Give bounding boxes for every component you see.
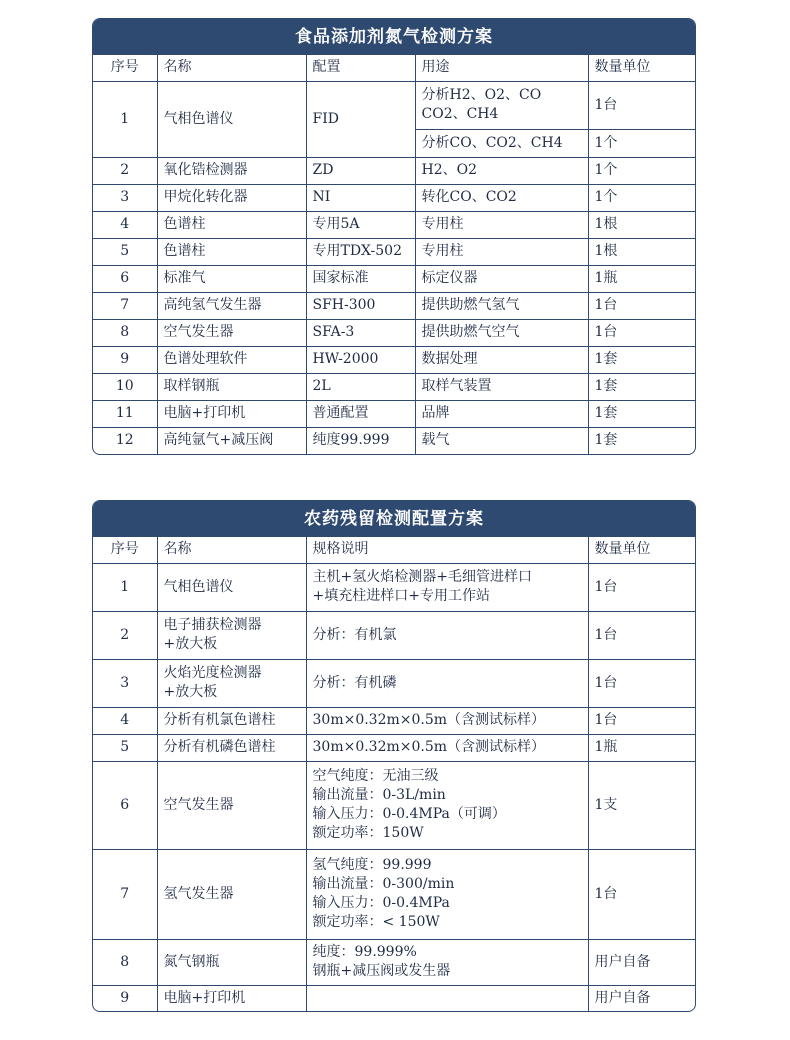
table-pesticide-residue [92,500,696,1012]
table2-header-row [93,537,695,563]
row-number: 9 [93,346,157,373]
row-number: 9 [93,985,157,1011]
spec-line: 输出流量：0-300/min [312,876,455,892]
row-config: 2L [306,373,415,400]
row-name: 色谱柱 [157,211,306,238]
row-use: 载气 [415,427,588,454]
spec-line: 输入压力：0-0.4MPa [312,895,450,911]
row-use: 提供助燃气氢气 [415,292,588,319]
row-qty: 1根 [588,238,695,265]
row-name: 色谱处理软件 [157,346,306,373]
row-name: 气相色谱仪 [157,81,306,157]
row-name: 分析有机氯色谱柱 [157,707,306,734]
name-line: 电子捕获检测器 [163,617,262,633]
row-number: 5 [93,734,157,761]
header-cell: 序号 [93,537,157,563]
row-spec: 分析：有机氯 [306,611,588,659]
row-qty: 1支 [588,761,695,849]
row-config: SFH-300 [306,292,415,319]
table-row [93,319,695,346]
table-row [93,81,695,129]
row-name: 高纯氢气发生器 [157,292,306,319]
table-row [93,157,695,184]
header-cell: 名称 [157,537,306,563]
row-name: 空气发生器 [157,319,306,346]
table2-grid [93,537,695,1011]
spec-line: 额定功率：150W [312,825,424,841]
row-qty: 用户自备 [588,939,695,985]
table-row [93,238,695,265]
table-row [93,707,695,734]
table-row [93,659,695,707]
row-qty: 1个 [588,129,695,157]
table1-title: 食品添加剂氮气检测方案 [93,19,695,55]
table1-grid [93,55,695,454]
row-number: 2 [93,611,157,659]
header-cell: 名称 [157,55,306,81]
table-row [93,346,695,373]
table-row [93,211,695,238]
row-name: 空气发生器 [157,761,306,849]
row-spec: 30m×0.32m×0.5m（含测试标样） [306,734,588,761]
row-name: 氢气发生器 [157,849,306,939]
row-number: 8 [93,939,157,985]
spec-line: 钢瓶+减压阀或发生器 [312,963,451,979]
table-row [93,373,695,400]
row-config: 普通配置 [306,400,415,427]
header-cell: 配置 [306,55,415,81]
header-cell: 用途 [415,55,588,81]
row-number: 4 [93,211,157,238]
row-spec: 30m×0.32m×0.5m（含测试标样） [306,707,588,734]
row-qty: 1台 [588,563,695,611]
row-config: HW-2000 [306,346,415,373]
row-qty: 1个 [588,184,695,211]
row-name: 取样钢瓶 [157,373,306,400]
table-row [93,985,695,1011]
row-use: 提供助燃气空气 [415,319,588,346]
row-qty: 1台 [588,319,695,346]
row-number: 8 [93,319,157,346]
row-qty: 1台 [588,292,695,319]
row-spec [306,563,588,611]
row-number: 7 [93,849,157,939]
row-qty: 用户自备 [588,985,695,1011]
name-line: +放大板 [163,684,218,700]
row-name: 电脑+打印机 [157,400,306,427]
row-qty: 1台 [588,849,695,939]
row-name: 气相色谱仪 [157,563,306,611]
row-use: 品牌 [415,400,588,427]
name-line: +放大板 [163,636,218,652]
table1-header-row [93,55,695,81]
spec-line: 纯度：99.999% [312,944,417,960]
row-qty: 1套 [588,373,695,400]
row-name [157,659,306,707]
row-spec [306,849,588,939]
row-qty: 1瓶 [588,734,695,761]
row-use: 分析CO、CO2、CH4 [415,129,588,157]
row-number: 2 [93,157,157,184]
row-number: 12 [93,427,157,454]
table-row [93,184,695,211]
header-cell: 数量单位 [588,537,695,563]
table-row [93,611,695,659]
row-number: 5 [93,238,157,265]
row-config: 纯度99.999 [306,427,415,454]
table-row [93,849,695,939]
table-row [93,292,695,319]
row-use: 取样气装置 [415,373,588,400]
row-number: 6 [93,761,157,849]
header-cell: 数量单位 [588,55,695,81]
row-spec: 分析：有机磷 [306,659,588,707]
row-qty: 1个 [588,157,695,184]
row-config: ZD [306,157,415,184]
row-qty: 1台 [588,611,695,659]
row-config: 国家标准 [306,265,415,292]
row-number: 1 [93,563,157,611]
table-row [93,400,695,427]
spec-line: 输出流量：0-3L/min [312,787,446,803]
table-row [93,761,695,849]
row-config: NI [306,184,415,211]
row-name: 电脑+打印机 [157,985,306,1011]
row-qty: 1套 [588,400,695,427]
table2-title: 农药残留检测配置方案 [93,501,695,537]
row-name [157,611,306,659]
spec-line: 额定功率：< 150W [312,914,440,930]
row-config: SFA-3 [306,319,415,346]
row-config: FID [306,81,415,157]
table-row [93,563,695,611]
table-row [93,734,695,761]
row-number: 4 [93,707,157,734]
row-use: H2、O2 [415,157,588,184]
row-qty: 1台 [588,707,695,734]
row-qty: 1套 [588,346,695,373]
row-spec [306,939,588,985]
row-name: 分析有机磷色谱柱 [157,734,306,761]
row-number: 11 [93,400,157,427]
row-number: 3 [93,659,157,707]
row-config: 专用5A [306,211,415,238]
row-qty: 1套 [588,427,695,454]
row-qty: 1根 [588,211,695,238]
row-number: 7 [93,292,157,319]
spec-line: 主机+氢火焰检测器+毛细管进样口 [312,569,532,585]
row-use: 数据处理 [415,346,588,373]
header-cell: 规格说明 [306,537,588,563]
row-use: 分析H2、O2、CO CO2、CH4 [415,81,588,129]
row-name: 氧化锆检测器 [157,157,306,184]
table-row [93,939,695,985]
row-name: 色谱柱 [157,238,306,265]
row-use: 专用柱 [415,238,588,265]
name-line: 火焰光度检测器 [163,665,262,681]
row-use: 专用柱 [415,211,588,238]
header-cell: 序号 [93,55,157,81]
row-number: 6 [93,265,157,292]
row-name: 标准气 [157,265,306,292]
row-name: 氮气钢瓶 [157,939,306,985]
row-spec [306,761,588,849]
row-config: 专用TDX-502 [306,238,415,265]
row-number: 1 [93,81,157,157]
spec-line: 输入压力：0-0.4MPa（可调） [312,806,506,822]
row-qty: 1台 [588,659,695,707]
row-spec [306,985,588,1011]
row-qty: 1台 [588,81,695,129]
row-name: 甲烷化转化器 [157,184,306,211]
row-qty: 1瓶 [588,265,695,292]
table-food-additive-nitrogen [92,18,696,455]
spec-line: +填充柱进样口+专用工作站 [312,588,490,604]
row-number: 10 [93,373,157,400]
spec-line: 氢气纯度：99.999 [312,857,432,873]
row-number: 3 [93,184,157,211]
spec-line: 空气纯度：无油三级 [312,768,439,784]
row-use: 转化CO、CO2 [415,184,588,211]
row-use: 标定仪器 [415,265,588,292]
table-row [93,265,695,292]
row-name: 高纯氩气+减压阀 [157,427,306,454]
table-row [93,427,695,454]
